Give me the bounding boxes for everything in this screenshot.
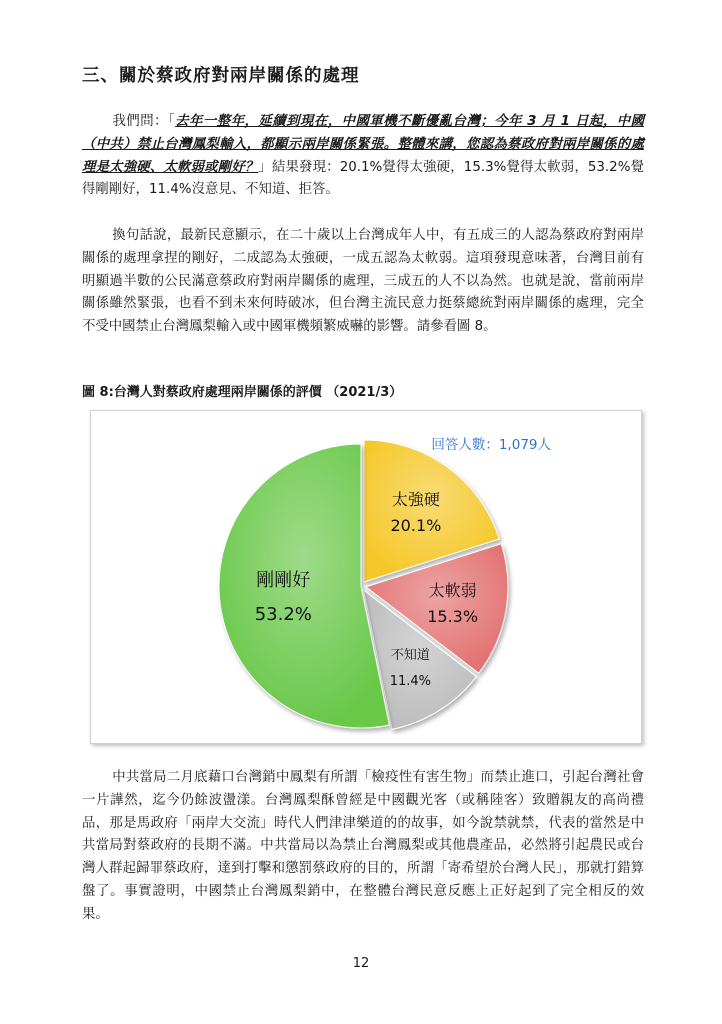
paragraph-question (82, 111, 644, 202)
section-heading: 三、關於蔡政府對兩岸關係的處理 (82, 66, 360, 86)
pie-chart (91, 411, 641, 743)
page-number: 12 (352, 956, 370, 971)
question-lead: 我們問：「 (112, 114, 176, 129)
slice-too-weak-value: 15.3% (427, 606, 479, 626)
respondents-count: 回答人數：1,079人 (431, 437, 551, 453)
pie-chart-frame (90, 410, 642, 744)
slice-dont-know-value: 11.4% (389, 673, 432, 689)
analysis-text: 換句話說，最新民意顯示，在二十歲以上台灣成年人中，有五成三的人認為蔡政府對兩岸關係的處理拿捏的剛好，二成認為太強硬，一成五認為太軟弱。這項發現意味著，台灣目前有明顯過半數的公民滿意蔡政府對兩岸關係的處理，三成五的人不以為然。也就是說，當前兩岸關係雖然緊張，也看不到未來何時破冰，但台灣主流民意力挺蔡總統對兩岸關係的處理，完全不受中國禁止台灣鳳梨輸入或中國軍機頻繁威嚇的影響。請參看圖 8。 (82, 228, 644, 335)
figure-caption: 圖 8:台灣人對蔡政府處理兩岸關係的評價 （2021/3） (82, 385, 403, 400)
pineapple-text: 中共當局二月底藉口台灣銷中鳳梨有所謂「檢疫性有害生物」而禁止進口，引起台灣社會一片譁然，迄今仍餘波盪漾。台灣鳳梨酥曾經是中國觀光客（或稱陸客）致贈親友的高尚禮品，那是馬政府「兩岸大交流」時代人們津津樂道的的故事，如今說禁就禁，代表的當然是中共當局對蔡政府的長期不滿。中共當局以為禁止台灣鳳梨或其他農產品，必然將引起農民或台灣人群起歸罪蔡政府，達到打擊和懲罰蔡政府的目的，所謂「寄希望於台灣人民」，那就打錯算盤了。事實證明，中國禁止台灣鳳梨銷中，在整體台灣民意反應上正好起到了完全相反的效果。 (82, 770, 644, 922)
survey-question: 去年一整年，延續到現在，中國軍機不斷優亂台灣；今年 3 月 1 日起，中國（中共）禁止台灣鳳梨輸入，都顯示兩岸關係緊張。整體來講，您認為蔡政府對兩岸關係的處理是太強硬、太軟弱或剛好？ (82, 114, 644, 175)
slice-too-strong-label: 太強硬 (391, 489, 440, 509)
slice-just-right-value: 53.2% (254, 603, 312, 625)
slice-dont-know-label: 不知道 (390, 647, 430, 663)
slice-too-weak-label: 太軟弱 (428, 580, 477, 600)
slice-just-right-label: 剛剛好 (256, 569, 311, 591)
slice-too-strong-value: 20.1% (390, 515, 442, 535)
paragraph-analysis (82, 225, 644, 339)
question-result: 」結果發現：20.1%覺得太強硬，15.3%覺得太軟弱，53.2%覺得剛剛好，11.4%沒意見、不知道、拒答。 (82, 159, 644, 198)
paragraph-pineapple (82, 767, 644, 927)
